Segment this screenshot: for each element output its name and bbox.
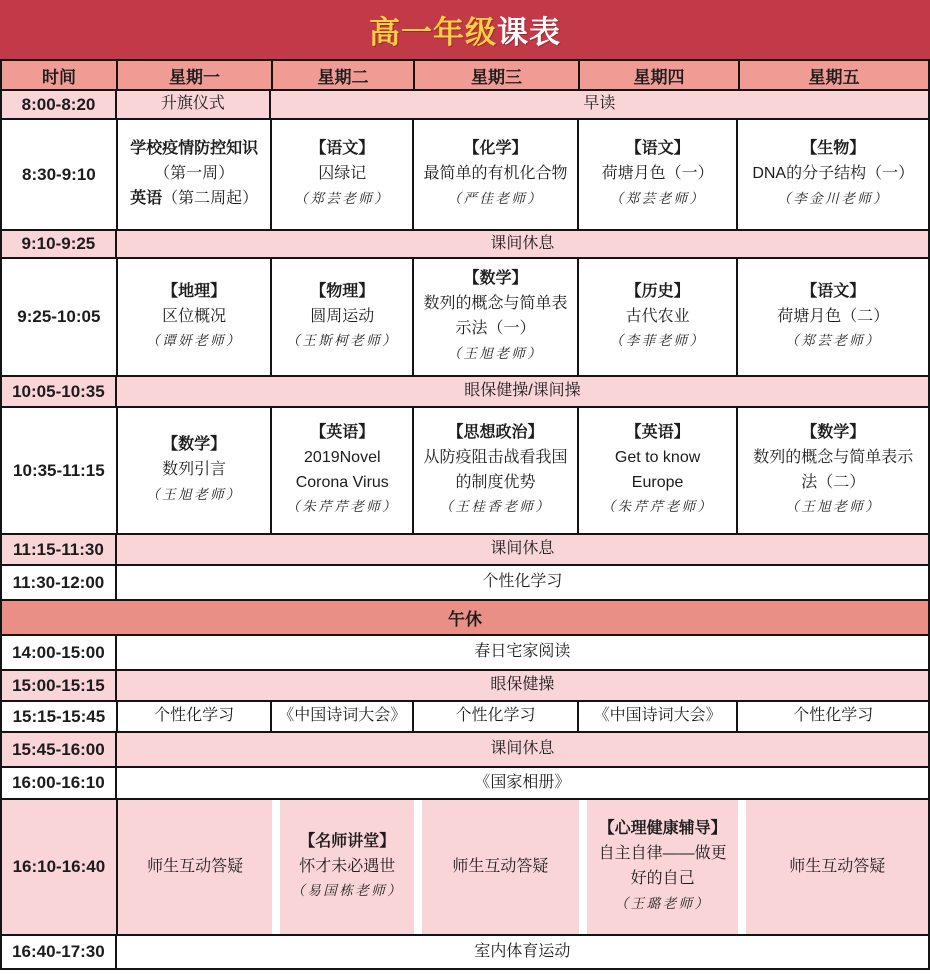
cell-line (318, 162, 366, 187)
time-cell: 9:10-9:25 (2, 231, 117, 257)
course-cell (414, 408, 579, 533)
course-text: 师生互动答疑 (147, 857, 244, 875)
span-cell (117, 671, 928, 700)
time-cell: 11:15-11:30 (2, 535, 117, 564)
course-text: 数列的概念与简单表示 (753, 448, 914, 466)
time-cell: 16:40-17:30 (2, 936, 117, 968)
cell-line (310, 421, 374, 446)
schedule-row (2, 535, 928, 566)
header-cell-monday: 星期一 (118, 61, 273, 89)
cell-line (146, 483, 242, 508)
teacher-name: （郑芸老师） (609, 190, 706, 207)
course-text: 示法（一） (455, 320, 536, 337)
course-text: 师生互动答疑 (789, 857, 886, 875)
cell-line (490, 673, 554, 698)
course-tag: 【语文】 (625, 140, 690, 158)
cell-line (162, 280, 226, 305)
schedule-row (2, 259, 928, 377)
schedule-row (2, 377, 928, 408)
time-cell: 10:35-11:15 (2, 408, 118, 533)
teacher-name: （王桂香老师） (439, 499, 552, 516)
course-text: 区位概况 (162, 307, 227, 325)
course-tag: 【名师讲堂】 (299, 832, 396, 850)
course-text: 室内体育运动 (474, 942, 571, 960)
course-text: 2019Novel (304, 448, 381, 466)
span-cell (117, 733, 928, 766)
course-text: 早读 (583, 95, 616, 113)
course-text: 数列的概念与简单表 (423, 295, 568, 313)
course-text: Corona Virus (295, 473, 389, 491)
teacher-name: （王斯柯老师） (286, 333, 399, 350)
time-cell: 10:05-10:35 (2, 377, 117, 406)
cell-line (626, 137, 690, 162)
course-text: 春日宅家阅读 (474, 643, 571, 661)
cell-line (490, 232, 554, 257)
course-cell (738, 800, 928, 934)
header-cell-thursday: 星期四 (580, 61, 740, 89)
schedule-row (2, 231, 928, 259)
course-text: 荷塘月色（二） (777, 307, 890, 325)
cell-line (599, 817, 727, 842)
cell-line (490, 537, 554, 562)
course-text: 个性化学习 (482, 573, 563, 591)
course-text: 怀才未必遇世 (299, 857, 396, 875)
schedule-row (2, 671, 928, 702)
cell-line (789, 855, 885, 880)
teacher-name: （朱芹芹老师） (286, 499, 399, 516)
span-cell (117, 768, 928, 798)
cell-line (310, 137, 374, 162)
course-cell (414, 120, 579, 229)
cell-line (801, 137, 865, 162)
course-cell (579, 408, 739, 533)
schedule-row (2, 733, 928, 768)
course-cell (414, 800, 579, 934)
cell-line (752, 162, 914, 187)
course-tag: 【历史】 (625, 282, 690, 300)
header-row (2, 61, 928, 91)
course-cell (118, 408, 273, 533)
course-tag: 英语 (130, 189, 163, 207)
course-cell (738, 259, 928, 375)
cell-line (602, 495, 714, 520)
course-tag: 学校疫情防控知识 (130, 140, 259, 158)
time-cell: 16:10-16:40 (2, 800, 118, 934)
course-cell (118, 702, 273, 731)
teacher-name: （朱芹芹老师） (601, 499, 714, 516)
teacher-name: （王旭老师） (447, 345, 544, 362)
schedule-row (2, 768, 928, 800)
course-cell (118, 259, 273, 375)
cell-line (626, 421, 690, 446)
cell-line (423, 162, 567, 187)
cell-line (296, 471, 389, 496)
cell-line (452, 855, 548, 880)
time-cell: 9:25-10:05 (2, 259, 118, 375)
cell-line (801, 421, 865, 446)
teacher-name: （王旭老师） (146, 486, 243, 503)
cell-line (801, 471, 865, 496)
schedule-row (2, 800, 928, 936)
span-cell (117, 377, 928, 406)
cell-line (286, 329, 398, 354)
teacher-name: （李金川老师） (777, 190, 890, 207)
course-text: 从防疫阻击战看我国 (423, 448, 568, 466)
cell-line (753, 446, 913, 471)
cell-line (455, 471, 535, 496)
time-cell: 11:30-12:00 (2, 566, 117, 599)
cell-line (474, 940, 570, 965)
cell-line (146, 329, 242, 354)
course-text: 个性化学习 (793, 707, 874, 725)
course-cell (272, 259, 414, 375)
course-text: 囚绿记 (318, 165, 367, 183)
header-cell-time: 时间 (2, 61, 118, 89)
course-cell (272, 702, 414, 731)
time-cell: 14:00-15:00 (2, 636, 117, 669)
time-cell: 15:00-15:15 (2, 671, 117, 700)
cell-line (299, 830, 395, 855)
span-cell (117, 535, 928, 564)
span-cell (271, 91, 928, 118)
header-cell-tuesday: 星期二 (273, 61, 415, 89)
schedule-row (2, 702, 928, 733)
cell-line (147, 855, 243, 880)
course-text: 眼保健操 (490, 676, 555, 694)
course-text: DNA的分子结构（一） (752, 165, 915, 183)
course-cell (272, 120, 414, 229)
cell-line (464, 379, 580, 404)
course-text: 法（二） (801, 473, 866, 491)
course-text: 《国家相册》 (474, 773, 571, 791)
cell-line (626, 305, 690, 330)
cell-line (599, 842, 727, 867)
course-text: Get to know (614, 448, 701, 466)
cell-line (162, 433, 226, 458)
cell-line (286, 495, 398, 520)
course-text: 师生互动答疑 (452, 857, 549, 875)
header-cell-friday: 星期五 (808, 67, 860, 87)
cell-line (455, 317, 535, 342)
cell-line (278, 704, 406, 729)
cell-line (610, 187, 706, 212)
course-text: 的制度优势 (455, 473, 536, 491)
cell-line (130, 187, 258, 212)
course-tag: 【生物】 (801, 140, 866, 158)
cell-line (626, 280, 690, 305)
header-cell-wednesday: 星期三 (415, 61, 580, 89)
span-cell (117, 636, 928, 669)
cell-line (304, 446, 381, 471)
cell-line (439, 495, 551, 520)
span-cell (117, 566, 928, 599)
schedule-row (2, 566, 928, 601)
teacher-name: （王璐老师） (614, 895, 711, 912)
course-text: 数列引言 (162, 461, 227, 479)
course-cell (272, 800, 414, 934)
schedule-row (2, 936, 928, 970)
course-cell (118, 800, 273, 934)
course-text: 课间休息 (490, 540, 555, 558)
course-text: 好的自己 (630, 870, 695, 887)
course-text: 个性化学习 (455, 707, 536, 725)
time-cell: 8:30-9:10 (2, 120, 118, 229)
cell-line (162, 305, 226, 330)
course-cell (117, 91, 271, 118)
teacher-name: （严佳老师） (447, 190, 544, 207)
course-tag: 【化学】 (463, 140, 528, 158)
teacher-name: （谭妍老师） (146, 333, 243, 350)
course-tag: 【地理】 (162, 282, 227, 300)
course-tag: 【英语】 (310, 423, 375, 441)
course-tag: 【数学】 (463, 270, 528, 288)
teacher-name: （郑芸老师） (294, 190, 391, 207)
cell-line (785, 495, 881, 520)
course-cell (579, 800, 739, 934)
cell-line (299, 855, 395, 880)
schedule-table (0, 61, 930, 970)
cell-line (154, 704, 234, 729)
course-tag: 【语文】 (310, 140, 375, 158)
course-tag: 【英语】 (625, 423, 690, 441)
cell-line (161, 92, 225, 117)
time-cell: 16:00-16:10 (2, 768, 117, 798)
cell-line (447, 187, 543, 212)
cell-line (793, 704, 873, 729)
cell-line (455, 704, 535, 729)
course-text: 课间休息 (490, 234, 555, 252)
course-text: 升旗仪式 (160, 95, 225, 113)
cell-line (162, 458, 226, 483)
cell-line (463, 137, 527, 162)
cell-line (777, 187, 889, 212)
course-text: 眼保健操/课间操 (464, 382, 581, 400)
course-text: Europe (631, 473, 684, 491)
cell-line (154, 162, 234, 187)
course-cell (738, 702, 928, 731)
cell-line (482, 570, 562, 595)
cell-line (602, 162, 714, 187)
bottom-divider (0, 970, 930, 975)
schedule-title-grade: 高一年级 (369, 15, 497, 50)
course-text: 荷塘月色（一） (601, 165, 714, 183)
course-text: 最简单的有机化合物 (423, 165, 568, 183)
teacher-name: （李菲老师） (609, 333, 706, 350)
course-tag: 【物理】 (310, 282, 375, 300)
schedule-title-bar (0, 0, 930, 61)
course-tag: 【思想政治】 (447, 423, 544, 441)
cell-line (463, 267, 527, 292)
cell-line (583, 92, 615, 117)
schedule-row (2, 636, 928, 671)
course-text: 《中国诗词大会》 (593, 707, 722, 725)
course-text: 自主自律——做更 (598, 845, 727, 863)
schedule-row (2, 91, 928, 120)
course-text: 个性化学习 (154, 707, 235, 725)
course-text: 《中国诗词大会》 (278, 707, 407, 725)
course-cell (414, 259, 579, 375)
course-cell (414, 702, 579, 731)
cell-line (610, 329, 706, 354)
teacher-name: （王旭老师） (785, 499, 882, 516)
cell-line (130, 137, 258, 162)
course-text: 课间休息 (490, 740, 555, 758)
course-text: （第一周） (154, 165, 235, 183)
cell-line (474, 771, 570, 796)
time-cell: 15:45-16:00 (2, 733, 117, 766)
course-tag: 【数学】 (162, 436, 227, 454)
course-tag: 【语文】 (801, 282, 866, 300)
lunch-banner: 午休 (448, 610, 482, 629)
course-cell (579, 120, 739, 229)
cell-line (310, 305, 374, 330)
cell-line (801, 280, 865, 305)
cell-line (632, 471, 684, 496)
course-cell (272, 408, 414, 533)
time-cell: 8:00-8:20 (2, 91, 117, 118)
cell-line (777, 305, 889, 330)
course-tag: 【心理健康辅导】 (598, 820, 727, 838)
cell-line (631, 867, 695, 892)
course-text: 圆周运动 (310, 307, 375, 325)
cell-line (310, 280, 374, 305)
course-cell (738, 120, 928, 229)
cell-line (594, 704, 722, 729)
lunch-row (2, 601, 928, 636)
cell-line (294, 187, 390, 212)
span-cell (117, 231, 928, 257)
schedule-row (2, 408, 928, 535)
cell-line (474, 640, 570, 665)
cell-line (447, 421, 543, 446)
span-cell (117, 936, 928, 968)
course-cell (738, 408, 928, 533)
cell-line (423, 292, 567, 317)
cell-line (615, 892, 711, 917)
teacher-name: （易国栋老师） (291, 883, 404, 900)
cell-line (423, 446, 567, 471)
course-text: 古代农业 (625, 307, 690, 325)
teacher-name: （郑芸老师） (785, 333, 882, 350)
cell-line (447, 342, 543, 367)
course-tag: 【数学】 (801, 423, 866, 441)
course-cell (579, 702, 739, 731)
cell-line (291, 879, 403, 904)
schedule-row (2, 120, 928, 231)
course-text: （第二周起） (162, 189, 259, 207)
cell-line (785, 329, 881, 354)
time-cell: 15:15-15:45 (2, 702, 118, 731)
course-cell (118, 120, 273, 229)
cell-line (615, 446, 700, 471)
schedule-table-body (2, 91, 928, 970)
schedule-title-word: 课表 (497, 15, 561, 50)
cell-line (490, 737, 554, 762)
course-cell (579, 259, 739, 375)
